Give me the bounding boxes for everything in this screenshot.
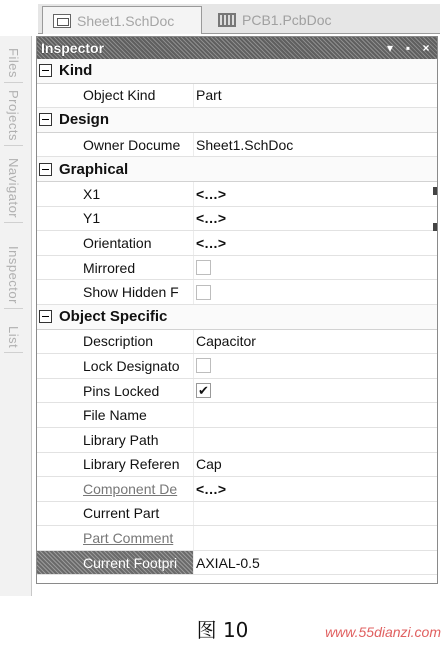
property-row-x1[interactable] — [37, 182, 437, 207]
property-name-link[interactable]: Component De — [83, 480, 178, 497]
panel-title: Inspector — [41, 40, 105, 56]
mirrored-checkbox[interactable] — [196, 260, 211, 275]
category-design[interactable] — [37, 108, 437, 133]
property-value[interactable] — [193, 502, 437, 526]
property-row-part-comment[interactable] — [37, 526, 437, 551]
property-row-component-designator[interactable] — [37, 477, 437, 502]
tab-label: Sheet1.SchDoc — [77, 12, 175, 29]
collapse-icon[interactable] — [39, 310, 52, 323]
property-name: Lock Designato — [83, 357, 180, 374]
tab-pcb1-pcbdoc[interactable] — [208, 6, 408, 34]
property-row-current-footprint[interactable] — [37, 551, 437, 576]
side-tab-files[interactable]: Files — [4, 44, 23, 83]
property-name: Mirrored — [83, 259, 136, 276]
property-row-owner-document[interactable] — [37, 133, 437, 158]
property-row-mirrored[interactable] — [37, 256, 437, 281]
property-name-link[interactable]: Part Comment — [83, 530, 174, 547]
side-tab-projects[interactable]: Projects — [4, 86, 23, 146]
property-value[interactable] — [193, 526, 437, 550]
side-tab-navigator[interactable]: Navigator — [4, 154, 23, 223]
pcb-icon — [218, 13, 236, 27]
inspector-panel — [36, 36, 438, 584]
property-row-orientation[interactable] — [37, 231, 437, 256]
pins-locked-checkbox[interactable]: ✔ — [196, 383, 211, 398]
property-row-show-hidden-fields[interactable] — [37, 280, 437, 305]
watermark: www.55dianzi.com — [325, 624, 441, 640]
property-value[interactable] — [193, 403, 437, 427]
category-label: Graphical — [59, 160, 129, 178]
property-name: Orientation — [83, 234, 152, 251]
property-name: Current Part — [83, 505, 160, 522]
property-row-object-kind[interactable] — [37, 84, 437, 109]
figure-caption: 图 10 — [196, 618, 249, 642]
property-row-library-path[interactable] — [37, 428, 437, 453]
property-value[interactable]: <...> — [193, 231, 437, 255]
property-name: Y1 — [83, 210, 101, 227]
property-name: Object Kind — [83, 87, 156, 104]
property-value[interactable]: AXIAL-0.5 — [193, 551, 437, 575]
property-row-current-part[interactable] — [37, 502, 437, 527]
side-tab-inspector[interactable]: Inspector — [4, 242, 23, 309]
category-label: Design — [59, 111, 110, 129]
property-name: Library Path — [83, 431, 159, 448]
collapse-icon[interactable] — [39, 163, 52, 176]
scrollbar-mark[interactable] — [433, 187, 437, 195]
property-name: Show Hidden F — [83, 284, 179, 301]
schematic-icon — [53, 14, 71, 28]
property-value[interactable]: Part — [193, 84, 437, 108]
property-value[interactable]: <...> — [193, 477, 437, 501]
property-row-file-name[interactable] — [37, 403, 437, 428]
property-value[interactable] — [193, 428, 437, 452]
show-hidden-fields-checkbox[interactable] — [196, 285, 211, 300]
property-name: Description — [83, 333, 154, 350]
panel-menu-icon[interactable]: ▾ — [386, 41, 394, 55]
collapse-icon[interactable] — [39, 64, 52, 77]
category-label: Object Specific — [59, 308, 168, 326]
property-value[interactable]: Cap — [193, 453, 437, 477]
category-label: Kind — [59, 62, 93, 80]
property-name: Library Referen — [83, 456, 180, 473]
scrollbar-mark[interactable] — [433, 223, 437, 231]
property-grid — [37, 59, 437, 575]
pin-icon[interactable]: ▪ — [405, 41, 411, 55]
tab-label: PCB1.PcbDoc — [242, 12, 332, 28]
side-tab-list[interactable]: List — [4, 322, 23, 353]
property-row-library-reference[interactable] — [37, 453, 437, 478]
property-name: Owner Docume — [83, 136, 181, 153]
property-name: Pins Locked — [83, 382, 160, 399]
property-row-lock-designator[interactable] — [37, 354, 437, 379]
property-name: Current Footpri — [37, 551, 193, 575]
category-kind[interactable] — [37, 59, 437, 84]
property-name: File Name — [83, 407, 147, 424]
lock-designator-checkbox[interactable] — [196, 358, 211, 373]
document-tab-strip — [38, 4, 440, 34]
inspector-title-bar — [37, 37, 437, 59]
close-icon[interactable]: × — [422, 41, 430, 55]
property-value[interactable]: <...> — [193, 182, 437, 206]
property-row-description[interactable] — [37, 330, 437, 355]
property-value[interactable]: Capacitor — [193, 330, 437, 354]
side-panel-tabs — [0, 36, 32, 596]
property-value[interactable]: Sheet1.SchDoc — [193, 133, 437, 157]
property-row-y1[interactable] — [37, 207, 437, 232]
property-value[interactable]: <...> — [193, 207, 437, 231]
category-graphical[interactable] — [37, 157, 437, 182]
property-row-pins-locked[interactable] — [37, 379, 437, 404]
collapse-icon[interactable] — [39, 113, 52, 126]
property-name: X1 — [83, 185, 101, 202]
category-object-specific[interactable] — [37, 305, 437, 330]
tab-sheet1-schdoc[interactable] — [42, 6, 202, 34]
